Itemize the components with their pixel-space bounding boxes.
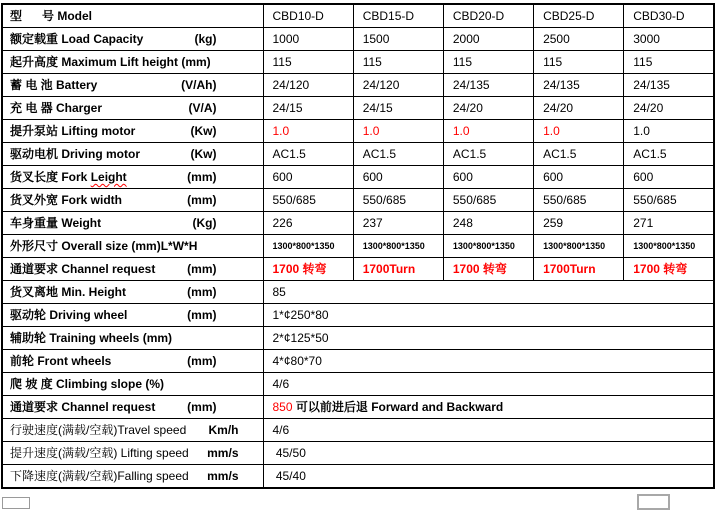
misspelled-word: Leight bbox=[90, 170, 127, 184]
row-unit: (Kw) bbox=[190, 147, 217, 161]
row-label-cell bbox=[2, 212, 263, 235]
value-cell: 550/685 bbox=[443, 189, 533, 212]
value-cell-highlighted: 1700 转弯 bbox=[443, 258, 533, 281]
value-cell: 115 bbox=[624, 51, 714, 74]
row-unit: (Kg) bbox=[192, 216, 217, 230]
table-row-overall-size bbox=[2, 235, 714, 258]
table-row-battery bbox=[2, 74, 714, 97]
value-cell-span: 85 bbox=[263, 281, 714, 304]
row-label-cell bbox=[2, 396, 263, 419]
row-label: 前轮 Front wheels bbox=[10, 354, 112, 368]
row-unit: (Kw) bbox=[190, 124, 217, 138]
row-label-cell bbox=[2, 4, 263, 28]
model-cell: CBD30-D bbox=[624, 4, 714, 28]
row-label-cell bbox=[2, 442, 263, 465]
row-label: 起升高度 Maximum Lift height (mm) bbox=[10, 55, 211, 69]
value-cell: 1300*800*1350 bbox=[624, 235, 714, 258]
model-cell: CBD15-D bbox=[353, 4, 443, 28]
table-row-front-wheels bbox=[2, 350, 714, 373]
value-cell: 1300*800*1350 bbox=[534, 235, 624, 258]
table-row-driving-motor bbox=[2, 143, 714, 166]
value-cell: 550/685 bbox=[624, 189, 714, 212]
value-cell-highlighted: 1700Turn bbox=[534, 258, 624, 281]
value-cell: 1.0 bbox=[624, 120, 714, 143]
row-label-cell bbox=[2, 419, 263, 442]
row-unit: Km/h bbox=[208, 423, 239, 437]
value-cell-span bbox=[263, 396, 714, 419]
row-label: 货叉长度 Fork Leight bbox=[10, 170, 127, 184]
value-cell: 600 bbox=[534, 166, 624, 189]
value-cell: 2000 bbox=[443, 28, 533, 51]
value-cell: 550/685 bbox=[534, 189, 624, 212]
value-cell: 24/20 bbox=[534, 97, 624, 120]
value-cell-span: 45/40 bbox=[263, 465, 714, 489]
value-cell-highlighted: 1700Turn bbox=[353, 258, 443, 281]
value-cell: 115 bbox=[353, 51, 443, 74]
row-label-cell bbox=[2, 189, 263, 212]
row-label: 外形尺寸 Overall size (mm)L*W*H bbox=[10, 239, 198, 253]
value-cell-span: 4/6 bbox=[263, 373, 714, 396]
value-cell: 248 bbox=[443, 212, 533, 235]
value-cell: 24/15 bbox=[263, 97, 353, 120]
value-cell: 1300*800*1350 bbox=[353, 235, 443, 258]
table-row-training-wheels bbox=[2, 327, 714, 350]
row-unit: mm/s bbox=[207, 469, 239, 483]
row-label-cell bbox=[2, 74, 263, 97]
table-handle-center bbox=[637, 494, 670, 510]
row-label: 驱动轮 Driving wheel bbox=[10, 308, 128, 322]
row-label-cell bbox=[2, 97, 263, 120]
row-label: 下降速度(满载/空载)Falling speed bbox=[10, 469, 189, 483]
row-label-cell bbox=[2, 304, 263, 327]
value-cell: 2500 bbox=[534, 28, 624, 51]
value-cell: 3000 bbox=[624, 28, 714, 51]
row-label: 充 电 器 Charger bbox=[10, 101, 103, 115]
table-row-load-capacity bbox=[2, 28, 714, 51]
value-cell: 1000 bbox=[263, 28, 353, 51]
row-label: 提升泵站 Lifting motor bbox=[10, 124, 136, 138]
highlighted-value: 850 bbox=[272, 400, 293, 414]
value-cell: 24/120 bbox=[263, 74, 353, 97]
value-cell: AC1.5 bbox=[534, 143, 624, 166]
row-unit: (kg) bbox=[194, 32, 217, 46]
value-cell: 24/15 bbox=[353, 97, 443, 120]
table-row-climbing-slope bbox=[2, 373, 714, 396]
row-label-cell bbox=[2, 465, 263, 489]
row-unit: (mm) bbox=[187, 262, 217, 276]
value-cell: 24/20 bbox=[624, 97, 714, 120]
value-cell: AC1.5 bbox=[443, 143, 533, 166]
value-cell: 1300*800*1350 bbox=[443, 235, 533, 258]
row-label-cell bbox=[2, 235, 263, 258]
row-label-cell bbox=[2, 28, 263, 51]
table-row-weight bbox=[2, 212, 714, 235]
value-cell: 600 bbox=[624, 166, 714, 189]
value-cell: 24/135 bbox=[534, 74, 624, 97]
value-cell: 226 bbox=[263, 212, 353, 235]
table-row-channel-request-straight bbox=[2, 396, 714, 419]
row-label: 蓄 电 池 Battery bbox=[10, 78, 98, 92]
row-label-cell bbox=[2, 350, 263, 373]
row-label: 货叉离地 Min. Height bbox=[10, 285, 126, 299]
value-cell: 600 bbox=[353, 166, 443, 189]
row-label: 通道要求 Channel request bbox=[10, 262, 156, 276]
value-cell: 115 bbox=[263, 51, 353, 74]
row-unit: mm/s bbox=[207, 446, 239, 460]
row-label: 行驶速度(满载/空载)Travel speed bbox=[10, 423, 187, 437]
value-cell: AC1.5 bbox=[263, 143, 353, 166]
value-cell-highlighted: 1.0 bbox=[534, 120, 624, 143]
value-cell: 24/135 bbox=[624, 74, 714, 97]
table-row-model bbox=[2, 4, 714, 28]
value-cell: 600 bbox=[263, 166, 353, 189]
row-label-cell bbox=[2, 120, 263, 143]
value-cell: 237 bbox=[353, 212, 443, 235]
value-cell-highlighted: 1.0 bbox=[263, 120, 353, 143]
row-label: 额定载重 Load Capacity bbox=[10, 32, 144, 46]
row-label: 型 号 Model bbox=[10, 9, 93, 23]
model-cell: CBD10-D bbox=[263, 4, 353, 28]
row-label-cell bbox=[2, 258, 263, 281]
row-label: 通道要求 Channel request bbox=[10, 400, 156, 414]
value-cell: 600 bbox=[443, 166, 533, 189]
row-unit: (mm) bbox=[187, 308, 217, 322]
table-row-lift-height bbox=[2, 51, 714, 74]
table-row-min-height bbox=[2, 281, 714, 304]
value-cell: 271 bbox=[624, 212, 714, 235]
value-cell-highlighted: 1700 转弯 bbox=[624, 258, 714, 281]
row-label-cell bbox=[2, 281, 263, 304]
value-cell: 115 bbox=[443, 51, 533, 74]
row-unit: (mm) bbox=[187, 193, 217, 207]
table-row-fork-length bbox=[2, 166, 714, 189]
value-cell: 24/20 bbox=[443, 97, 533, 120]
row-label-cell bbox=[2, 51, 263, 74]
value-cell: 1300*800*1350 bbox=[263, 235, 353, 258]
row-unit: (mm) bbox=[187, 170, 217, 184]
table-row-channel-request-turn bbox=[2, 258, 714, 281]
row-label-cell bbox=[2, 143, 263, 166]
row-label-cell bbox=[2, 373, 263, 396]
table-row-falling-speed bbox=[2, 465, 714, 489]
row-label: 货叉外宽 Fork width bbox=[10, 193, 122, 207]
value-cell-highlighted: 1.0 bbox=[353, 120, 443, 143]
model-cell: CBD25-D bbox=[534, 4, 624, 28]
row-unit: (mm) bbox=[187, 285, 217, 299]
value-cell-highlighted: 1.0 bbox=[443, 120, 533, 143]
row-label: 车身重量 Weight bbox=[10, 216, 102, 230]
table-row-charger bbox=[2, 97, 714, 120]
value-text: 可以前进后退 Forward and Backward bbox=[292, 400, 504, 414]
value-cell: AC1.5 bbox=[624, 143, 714, 166]
row-label: 辅助轮 Training wheels (mm) bbox=[10, 331, 173, 345]
value-cell: 1500 bbox=[353, 28, 443, 51]
value-cell-span: 4*¢80*70 bbox=[263, 350, 714, 373]
value-cell-span: 2*¢125*50 bbox=[263, 327, 714, 350]
row-label: 提升速度(满载/空载) Lifting speed bbox=[10, 446, 189, 460]
table-handle-left bbox=[2, 497, 30, 509]
table-row-travel-speed bbox=[2, 419, 714, 442]
value-cell-highlighted: 1700 转弯 bbox=[263, 258, 353, 281]
value-cell: 115 bbox=[534, 51, 624, 74]
row-unit: (V/A) bbox=[188, 101, 217, 115]
row-unit: (mm) bbox=[187, 354, 217, 368]
value-cell: AC1.5 bbox=[353, 143, 443, 166]
row-label: 驱动电机 Driving motor bbox=[10, 147, 141, 161]
table-row-lifting-speed bbox=[2, 442, 714, 465]
table-row-driving-wheel bbox=[2, 304, 714, 327]
row-unit: (V/Ah) bbox=[181, 78, 217, 92]
row-label-cell bbox=[2, 327, 263, 350]
value-cell: 259 bbox=[534, 212, 624, 235]
row-label-cell bbox=[2, 166, 263, 189]
table-row-fork-width bbox=[2, 189, 714, 212]
value-cell: 24/135 bbox=[443, 74, 533, 97]
value-cell: 550/685 bbox=[353, 189, 443, 212]
value-cell: 24/120 bbox=[353, 74, 443, 97]
value-cell-span: 4/6 bbox=[263, 419, 714, 442]
row-unit: (mm) bbox=[187, 400, 217, 414]
value-cell-span: 1*¢250*80 bbox=[263, 304, 714, 327]
table-row-lifting-motor bbox=[2, 120, 714, 143]
value-cell-span: 45/50 bbox=[263, 442, 714, 465]
spec-table bbox=[1, 3, 715, 489]
row-label: 爬 坡 度 Climbing slope (%) bbox=[10, 377, 165, 391]
model-cell: CBD20-D bbox=[443, 4, 533, 28]
value-cell: 550/685 bbox=[263, 189, 353, 212]
